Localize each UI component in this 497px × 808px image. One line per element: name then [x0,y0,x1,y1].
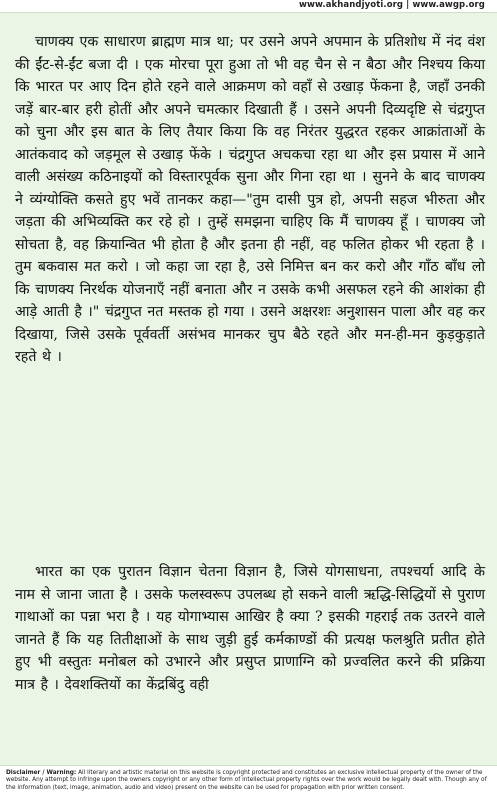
body-paragraph-1 [15,31,485,369]
paragraph-text: भारत का एक पुरातन विज्ञान चेतना विज्ञान है, जिसे योगसाधना, तपश्चर्या आदि के नाम से जाना जाता है । उसके फलस्वरूप उपलब्ध हो सकने वाली ऋद्धि-सिद्धियों से पुराण गाथाओं का पन्ना भरा है । यह योगाभ्यास आखिर है क्या ? इसकी गहराई तक उतरने वाले जानते हैं कि यह तितीक्षाओं के साथ जुड़ी हुई कर्मकाण्डों की प्रत्यक्ष फलश्रुति प्रतीत होते हुए भी वस्तुतः मनोबल को उभारने और प्रसुप्त प्राणाग्नि को प्रज्वलित करने की प्रक्रिया मात्र है । देवशक्तियों का केंद्रबिंदु वही [15,564,485,693]
disclaimer-text: All literary and artistic material on this website is copyright protected and constitutes an exclusive intellectual property of the owner of the website. Any attempt to infringe upon the owners copyright or any other form of intellectual property rights over the work would be legally dealt with. Though any of the information (text, image, animation, audio and video) present on the website can be used for propagation with prior written consent. [6,770,487,791]
disclaimer-label: Disclaimer / Warning: [6,770,77,776]
site-header: www.akhandjyoti.org | www.awgp.org [299,0,485,10]
body-paragraph-2 [15,561,485,696]
paragraph-text: चाणक्य एक साधारण ब्राह्मण मात्र था; पर उसने अपने अपमान के प्रतिशोध में नंद वंश की ईंट-से-ईंट बजा दी । एक मोरचा पूरा हुआ तो भी वह चैन से न बैठा और निश्चय किया कि भारत पर आए दिन होते रहने वाले आक्रमण को वहाँ से उखाड़ फेंकना है, जहाँ उनकी जड़ें बार-बार हरी होतीं और अपने चमत्कार दिखाती हैं । उसने अपनी दिव्यदृष्टि से चंद्रगुप्त को चुना और इस बात के लिए तैयार किया कि वह निरंतर युद्धरत रहकर आक्रांताओं के आतंकवाद को जड़मूल से उखाड़ फेंके । चंद्रगुप्त अचकचा रहा था और इस प्रयास में आने वाली असंख्य कठिनाइयों को विस्तारपूर्वक सुना और गिना रहा था । सुनने के बाद चाणक्य ने व्यंग्योक्ति कसते हुए भवें तानकर कहा—"तुम दासी पुत्र हो, अपनी सहज भीरुता और जड़ता की अभिव्यक्ति कर रहे हो । तुम्हें समझना चाहिए कि मैं चाणक्य हूँ । चाणक्य जो सोचता है, वह क्रियान्वित भी होता है और इतना ही नहीं, वह फलित होकर भी रहता है । तुम बकवास मत करो । जो कहा जा रहा है, उसे निमित्त बन कर करो और गाँठ बाँध लो कि चाणक्य निरर्थक योजनाएँ नहीं बनाता और न उसके कभी असफल रहने की आशंका ही आड़े आती है ।" चंद्रगुप्त नत मस्तक हो गया । उसने अक्षरशः अनुशासन पाला और वह कर दिखाया, जिसे उसके पूर्ववर्ती असंभव मानकर चुप बैठे रहते और मन-ही-मन कुड़कुड़ाते रहते थे । [15,34,485,365]
footer-disclaimer [6,770,491,792]
page-content [0,12,497,766]
